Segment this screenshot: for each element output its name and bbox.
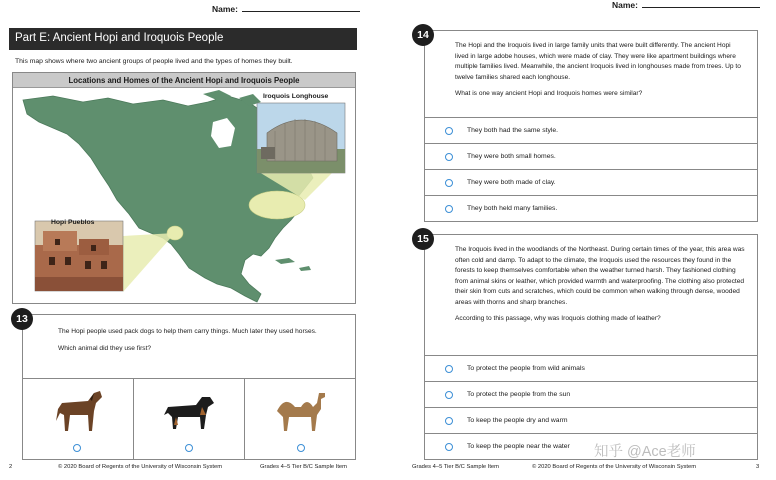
q15-choice-b[interactable]	[425, 381, 757, 407]
q15-radio-c[interactable]	[445, 417, 453, 425]
caribbean-islands	[275, 258, 311, 271]
q14-choice-d-text: They both held many families.	[467, 205, 558, 212]
q15-choice-d[interactable]	[425, 433, 757, 459]
q14-choice-b-text: They were both small homes.	[467, 153, 556, 160]
q15-choice-d-text: To keep the people near the water	[467, 443, 570, 450]
left-page	[0, 0, 372, 480]
left-copyright: © 2020 Board of Regents of the University of Wisconsin System	[58, 464, 223, 470]
right-page	[404, 0, 776, 480]
iroquois-longhouse-photo	[257, 103, 345, 173]
q14-choice-a-text: They both had the same style.	[467, 127, 559, 134]
name-label: Name:	[212, 4, 238, 14]
q14-radio-b[interactable]	[445, 153, 453, 161]
q13-option-camel[interactable]	[245, 379, 356, 460]
q14-radio-c[interactable]	[445, 179, 453, 187]
question-14-box	[424, 30, 758, 222]
right-page-number: 3	[756, 464, 760, 470]
right-grade: Grades 4–5 Tier B/C Sample Item	[412, 464, 499, 470]
q14-stem	[455, 41, 745, 106]
name-label-right: Name:	[612, 0, 638, 10]
q14-question: What is one way ancient Hopi and Iroquois homes were similar?	[455, 90, 643, 97]
hopi-callout	[123, 233, 175, 292]
iroquois-region-marker	[249, 191, 305, 219]
q13-answer-options	[22, 378, 356, 460]
q13-radio-camel[interactable]	[297, 444, 305, 452]
q15-choice-a-text: To protect the people from wild animals	[467, 365, 585, 372]
right-copyright: © 2020 Board of Regents of the University of Wisconsin System	[532, 464, 697, 470]
question-14-number: 14	[412, 24, 434, 46]
q14-radio-d[interactable]	[445, 205, 453, 213]
name-blank[interactable]	[242, 4, 360, 12]
north-america-map	[13, 88, 356, 304]
page-gutter	[372, 0, 404, 480]
iroquois-label: Iroquois Longhouse	[263, 93, 329, 100]
q15-choice-c-text: To keep the people dry and warm	[467, 417, 568, 424]
question-15-box	[424, 234, 758, 460]
q14-choice-d[interactable]	[425, 195, 757, 221]
q15-choices	[425, 355, 757, 459]
q13-option-dog[interactable]	[134, 379, 246, 460]
watermark: 知乎 @Ace老师	[594, 444, 696, 460]
q14-radio-a[interactable]	[445, 127, 453, 135]
q15-radio-a[interactable]	[445, 365, 453, 373]
left-grade: Grades 4–5 Tier B/C Sample Item	[260, 464, 347, 470]
q13-stem	[58, 327, 338, 360]
q13-radio-horse[interactable]	[73, 444, 81, 452]
q13-radio-dog[interactable]	[185, 444, 193, 452]
name-field[interactable]	[212, 4, 360, 14]
map-title: Locations and Homes of the Ancient Hopi and Iroquois People	[13, 73, 355, 88]
hopi-pueblo-photo	[35, 221, 123, 291]
q13-passage: The Hopi people used pack dogs to help them carry things. Much later they used horses.	[58, 328, 317, 335]
dog-image	[160, 385, 220, 435]
q15-radio-b[interactable]	[445, 391, 453, 399]
q15-choice-b-text: To protect the people from the sun	[467, 391, 571, 398]
intro-text: This map shows where two ancient groups of people lived and the types of homes they built.	[15, 58, 293, 65]
q14-choice-c-text: They were both made of clay.	[467, 179, 556, 186]
q13-option-horse[interactable]	[22, 379, 134, 460]
q14-choice-b[interactable]	[425, 143, 757, 169]
question-13-number: 13	[11, 308, 33, 330]
q15-choice-a[interactable]	[425, 355, 757, 381]
q15-stem	[455, 245, 745, 331]
horse-image	[48, 385, 108, 435]
q15-question: According to this passage, why was Iroquois clothing made of leather?	[455, 315, 661, 322]
q14-choice-a[interactable]	[425, 117, 757, 143]
camel-image	[271, 385, 331, 435]
q15-radio-d[interactable]	[445, 443, 453, 451]
question-15-number: 15	[412, 228, 434, 250]
name-blank-right[interactable]	[642, 0, 760, 8]
map-figure	[12, 72, 356, 304]
q13-question: Which animal did they use first?	[58, 344, 152, 352]
q14-choice-c[interactable]	[425, 169, 757, 195]
hopi-label: Hopi Pueblos	[51, 219, 95, 226]
part-title: Part E: Ancient Hopi and Iroquois People	[9, 28, 357, 50]
q15-passage: The Iroquois lived in the woodlands of the Northeast. During certain times of the year, this area was often cold and damp. To adapt to the climate, the Iroquois used the resources they found in the forests to keep themselves comfortable when the weather turned harsh. They fashioned clothing from animal skins or leather, which provided warmth and waterproofing. The clothing also protected their skin from cuts and scratches, which could be common when walking through dense, wooded areas with thorns and sharp branches.	[455, 246, 745, 306]
name-field-right[interactable]	[612, 0, 760, 10]
left-page-number: 2	[9, 464, 13, 470]
q14-choices	[425, 117, 757, 221]
q14-passage: The Hopi and the Iroquois lived in large family units that were built differently. The ancient Hopi lived in large adobe houses, which were made of clay. They were like apartment buildings where multiple families lived. Meanwhile, the ancient Iroquois lived in longhouses made from trees. Up to twelve families shared each longhouse.	[455, 42, 741, 81]
q15-choice-c[interactable]	[425, 407, 757, 433]
